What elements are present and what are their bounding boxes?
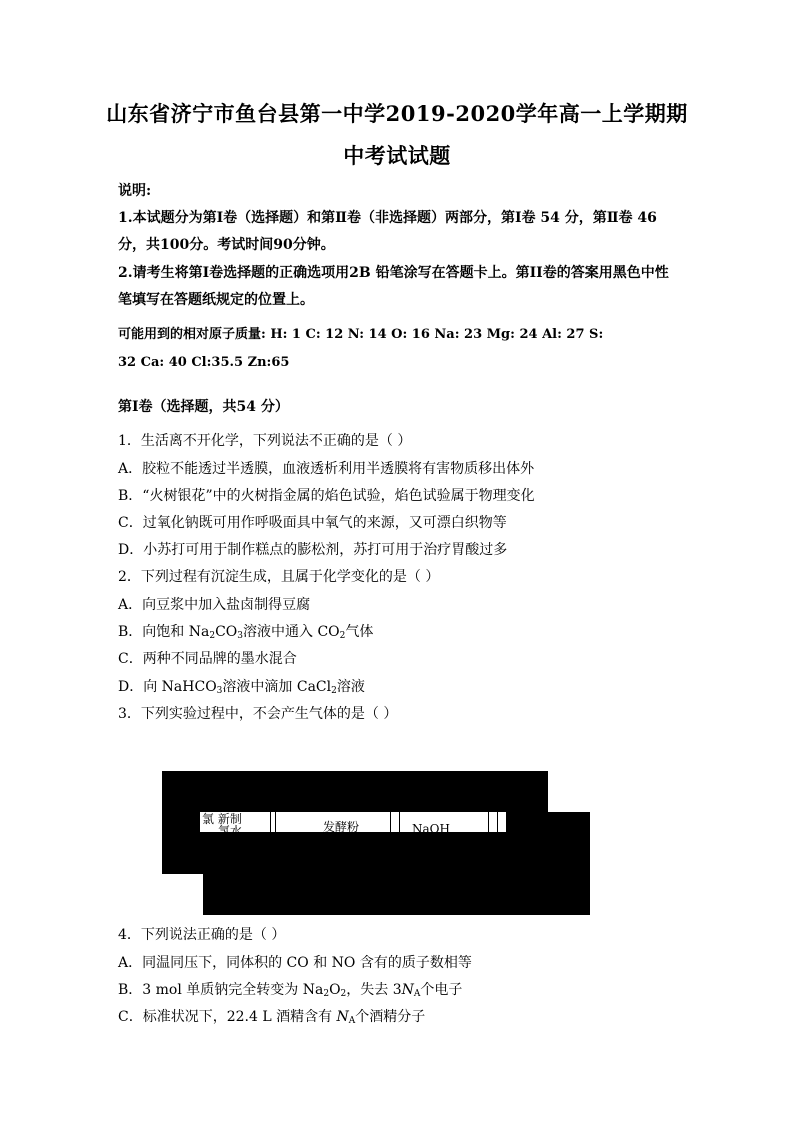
- figure-label-naoh: NaOH: [412, 822, 450, 836]
- q4-c-text: 个酒精分子: [355, 1009, 426, 1025]
- q1-stem: 1．生活离不开化学，下列说法不正确的是（ ）: [118, 433, 412, 449]
- q4-option-b: [118, 979, 462, 999]
- q4-b-text: 个电子: [420, 982, 463, 998]
- figure-redaction-bottom: [203, 870, 548, 915]
- note-1-line-b: 分，共100分。考试时间90分钟。: [118, 237, 335, 253]
- figure-redaction-right: [548, 812, 590, 915]
- q4-c-sub: A: [348, 1016, 356, 1026]
- q2-d-text: D．向 NaHCO: [118, 679, 217, 695]
- q2-b-text: 气体: [345, 624, 374, 640]
- atomic-mass-line-b: 32 Ca: 40 Cl:35.5 Zn:65: [118, 355, 290, 370]
- q2-option-a: A．向豆浆中加入盐卤制得豆腐: [118, 597, 311, 613]
- q2-option-d: [118, 676, 365, 696]
- section-title: 第Ⅰ卷（选择题，共54 分）: [118, 399, 289, 415]
- document-title-line1: 山东省济宁市鱼台县第一中学2019-2020学年高一上学期期: [106, 101, 688, 126]
- q2-stem: 2．下列过程有沉淀生成，且属于化学变化的是（ ）: [118, 569, 440, 585]
- q2-d-sub: 3: [216, 686, 223, 696]
- q4-b-sub: 2: [323, 989, 330, 999]
- q1-option-a: A．胶粒不能透过半透膜，血液透析利用半透膜将有害物质移出体外: [118, 461, 535, 477]
- note-1-line-a: 1.本试题分为第Ⅰ卷（选择题）和第Ⅱ卷（非选择题）两部分，第Ⅰ卷 54 分，第Ⅱ卷 46: [118, 210, 657, 226]
- q4-option-c: [118, 1006, 425, 1026]
- q4-c-avogadro: N: [336, 1009, 349, 1025]
- note-2-line-b: 笔填写在答题纸规定的位置上。: [118, 292, 314, 308]
- q2-b-sub: 2: [209, 631, 216, 641]
- q3-stem: 3．下列实验过程中，不会产生气体的是（ ）: [118, 706, 398, 722]
- figure-tube-2: [390, 812, 400, 833]
- q2-b-text: B．向饱和 Na: [118, 624, 210, 640]
- q1-option-b: B．“火树银花”中的火树指金属的焰色试验，焰色试验属于物理变化: [118, 488, 535, 504]
- q2-d-text: 溶液: [336, 679, 365, 695]
- figure-tube-1: [270, 812, 276, 833]
- q2-option-c: C．两种不同品牌的墨水混合: [118, 651, 297, 667]
- q2-b-sub: 3: [237, 631, 244, 641]
- q4-b-text: O: [329, 982, 341, 998]
- figure-label-baking-powder: 发酵粉: [323, 820, 360, 834]
- q4-b-sub: A: [413, 989, 421, 999]
- q2-b-sub: 2: [339, 631, 346, 641]
- q2-b-text: CO: [215, 624, 238, 640]
- q2-option-b: [118, 621, 373, 641]
- figure-label-new-chlorine-water: 氯 新制: [202, 812, 242, 826]
- q4-stem: 4．下列说法正确的是（ ）: [118, 927, 286, 943]
- q1-option-c: C．过氧化钠既可用作呼吸面具中氧气的来源，又可漂白织物等: [118, 515, 507, 531]
- q4-b-avogadro: N: [401, 982, 414, 998]
- atomic-mass-line-a: 可能用到的相对原子质量: H: 1 C: 12 N: 14 O: 16 Na: 23 Mg: 24 Al: 27 S:: [118, 327, 604, 342]
- q2-b-text: 溶液中通入 CO: [243, 624, 340, 640]
- q4-b-sub: 2: [340, 989, 347, 999]
- figure-tube-3: [488, 812, 498, 833]
- q2-d-text: 溶液中滴加 CaCl: [222, 679, 332, 695]
- q4-b-text: ，失去 3: [346, 982, 402, 998]
- q4-b-text: B．3 mol 单质钠完全转变为 Na: [118, 982, 324, 998]
- q4-option-a: A．同温同压下，同体积的 CO 和 NO 含有的质子数相等: [118, 955, 472, 971]
- q1-option-d: D．小苏打可用于制作糕点的膨松剂，苏打可用于治疗胃酸过多: [118, 542, 508, 558]
- document-title-line2: 中考试试题: [343, 143, 451, 168]
- note-2-line-a: 2.请考生将第Ⅰ卷选择题的正确选项用2B 铅笔涂写在答题卡上。第II卷的答案用黑色中性: [118, 265, 669, 281]
- q4-c-text: C．标准状况下，22.4 L 酒精含有: [118, 1009, 337, 1025]
- figure-label-chlorine-water: 氯水: [218, 824, 243, 838]
- notes-label: 说明:: [118, 183, 152, 199]
- q2-d-sub: 2: [331, 686, 337, 696]
